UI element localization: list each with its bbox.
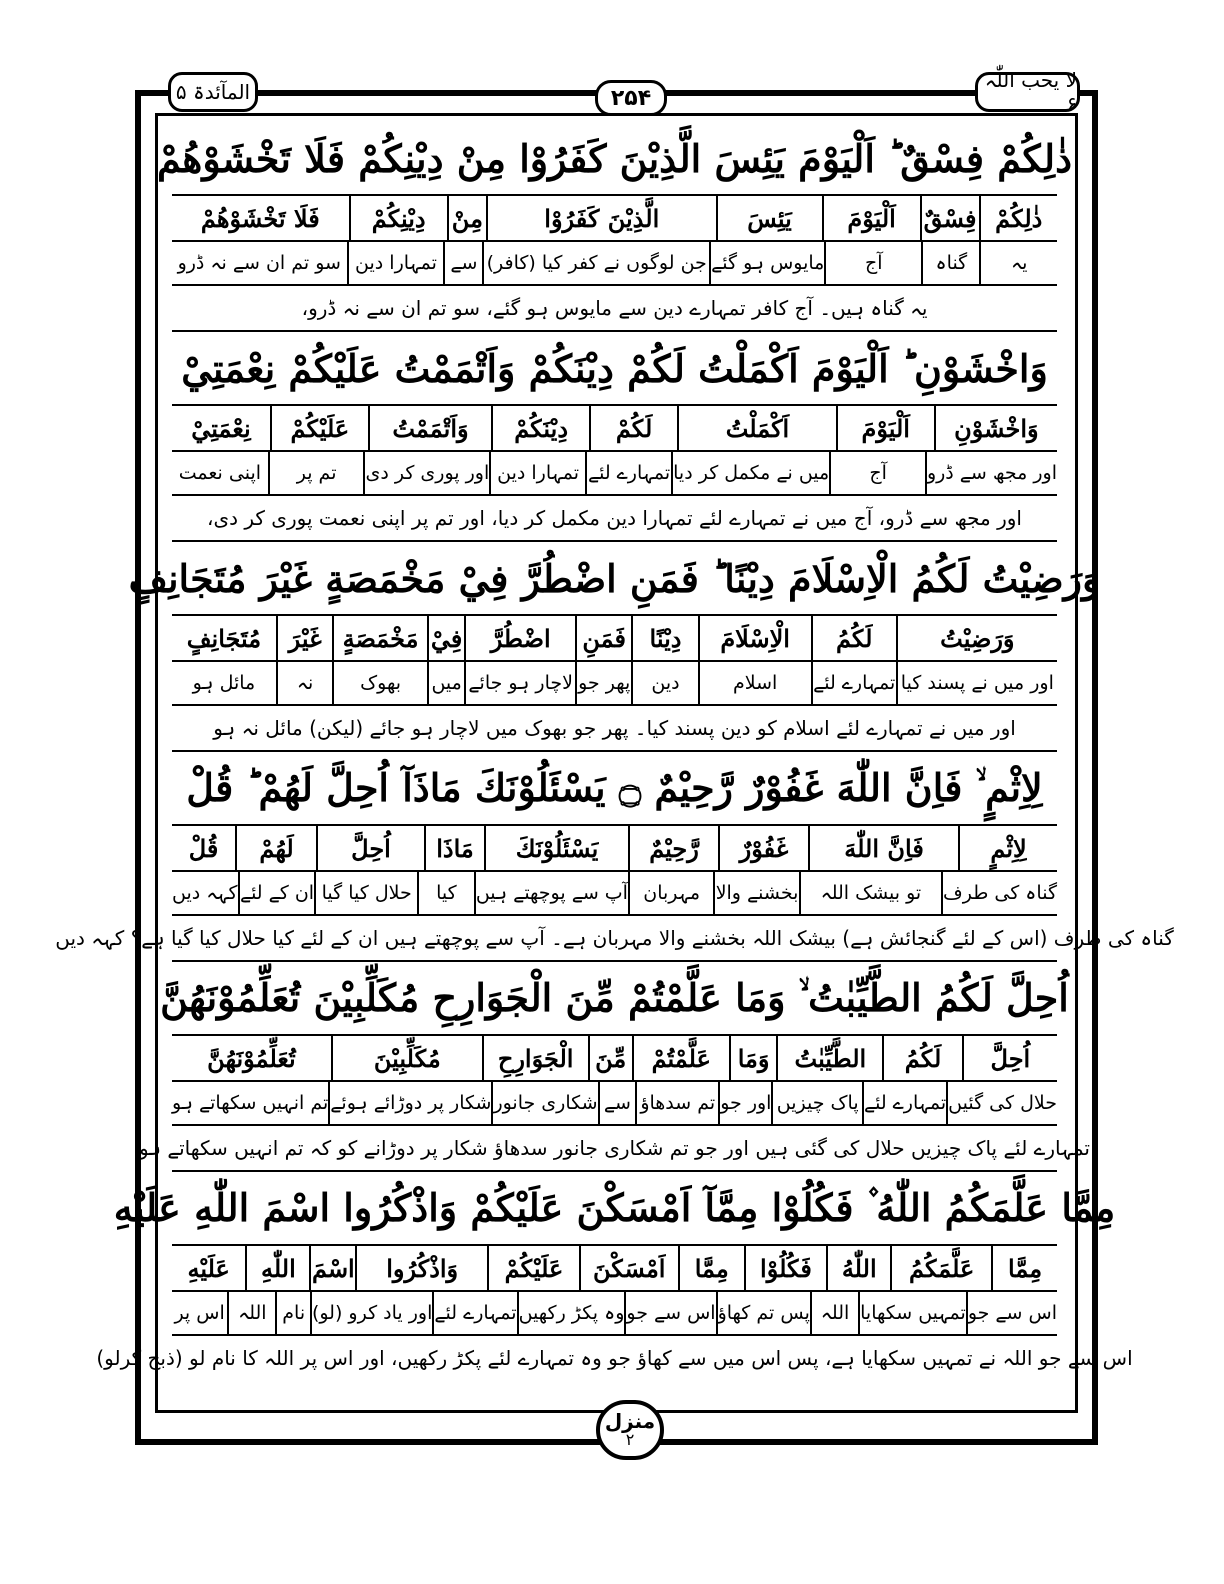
meaning-row — [172, 1292, 1057, 1336]
arabic-verse-line: لِاِثْمٍ ۙ فَاِنَّ اللّٰهَ غَفُوْرٌ رَّحِيْمٌ ۝ يَسْئَلُوْنَكَ مَاذَآ اُحِلَّ لَهُمْ ؕ قُلْ — [172, 752, 1057, 826]
arabic-word-cell: اُحِلَّ — [316, 826, 424, 870]
arabic-word-cell: مَخْمَصَةٍ — [332, 616, 426, 660]
urdu-meaning-cell: تمہارے لئے — [811, 662, 896, 704]
juz-name-label: لا یحب اللّٰہ ۶ — [975, 72, 1080, 112]
arabic-word-cell: تُعَلِّمُوْنَهُنَّ — [207, 1043, 296, 1073]
word-row — [172, 406, 1057, 452]
urdu-meaning-cell: تمہارا دین — [347, 242, 444, 284]
urdu-meaning-cell: تمہارے لئے — [432, 1292, 516, 1334]
arabic-word-cell: مَاذَا — [424, 826, 484, 870]
arabic-word-cell: اضْطُرَّ — [464, 616, 574, 660]
arabic-word-cell: اللّٰهُ — [826, 1246, 890, 1290]
urdu-meaning-cell: نام — [275, 1292, 309, 1334]
urdu-meaning-cell: اپنی نعمت — [178, 462, 262, 484]
urdu-meaning-cell: نہ — [276, 662, 333, 704]
urdu-meaning-cell: تم پر — [268, 452, 364, 494]
arabic-word-cell: لَكُمُ — [882, 1036, 961, 1080]
arabic-word-cell: فَمَنِ — [575, 616, 632, 660]
arabic-verse-line: ذٰلِكُمْ فِسْقٌ ؕ اَلْيَوْمَ يَئِسَ الَّذِيْنَ كَفَرُوْا مِنْ دِيْنِكُمْ فَلَا تَخْشَوْهُمْ — [172, 122, 1057, 196]
arabic-word-cell: وَرَضِيْتُ — [896, 616, 1057, 660]
urdu-meaning-cell: آج — [824, 242, 921, 284]
arabic-word-cell: عَلَيْهِ — [187, 1253, 230, 1283]
urdu-meaning-cell: دین — [631, 662, 697, 704]
urdu-translation-line: یہ گناہ ہیں۔ آج کافر تمہارے دین سے مایوس ہو گئے، سو تم ان سے نہ ڈرو، — [172, 286, 1057, 332]
word-row — [172, 826, 1057, 872]
arabic-word-cell: الطَّيِّبٰتُ — [776, 1036, 882, 1080]
arabic-word-cell: لَكُمُ — [811, 616, 896, 660]
urdu-meaning-cell: اسلام — [698, 662, 811, 704]
translation-content — [55, 122, 1174, 1380]
urdu-meaning-cell: اس سے جو — [966, 1292, 1057, 1334]
arabic-word-cell: وَاذْكُرُوا — [355, 1246, 487, 1290]
arabic-word-cell: اُحِلَّ — [962, 1036, 1057, 1080]
verse-section — [138, 962, 1090, 1172]
urdu-meaning-cell: شکاری جانور — [491, 1082, 597, 1124]
meaning-row — [172, 1082, 1057, 1126]
arabic-word-cell: عَلَّمَكُمُ — [890, 1246, 991, 1290]
urdu-meaning-cell: سے — [443, 242, 482, 284]
arabic-verse-line: مِمَّا عَلَّمَكُمُ اللّٰهُ ۫ فَكُلُوْا مِمَّآ اَمْسَكْنَ عَلَيْكُمْ وَاذْكُرُوا اسْمَ اللّٰهِ عَلَيْهِ — [172, 1172, 1057, 1246]
arabic-word-cell: اَمْسَكْنَ — [579, 1246, 678, 1290]
arabic-word-cell: فِسْقٌ — [920, 196, 979, 240]
arabic-word-cell: مِمَّا — [991, 1246, 1057, 1290]
urdu-meaning-cell: ان کے لئے — [238, 872, 315, 914]
urdu-meaning-cell: گناہ کی طرف — [941, 872, 1057, 914]
arabic-word-cell: اَكْمَلْتُ — [677, 406, 836, 450]
urdu-meaning-cell: کیا — [417, 872, 474, 914]
arabic-verse-line: وَرَضِيْتُ لَكُمُ الْاِسْلَامَ دِيْنًا ؕ فَمَنِ اضْطُرَّ فِيْ مَخْمَصَةٍ غَيْرَ مُتَجَانِفٍ — [172, 542, 1057, 616]
arabic-word-cell: فَاِنَّ اللّٰهَ — [808, 826, 958, 870]
manzil-marker — [596, 1400, 664, 1460]
word-row — [172, 1246, 1057, 1292]
arabic-word-cell: اَلْيَوْمَ — [836, 406, 934, 450]
arabic-word-cell: فَكُلُوْا — [744, 1246, 826, 1290]
manzil-label: منزل — [604, 1409, 656, 1434]
urdu-meaning-cell: وہ پکڑ رکھیں — [517, 1292, 625, 1334]
urdu-meaning-cell: اللہ — [810, 1292, 858, 1334]
meaning-row — [172, 452, 1057, 496]
verse-section — [156, 122, 1073, 332]
arabic-word-cell: اسْمَ — [309, 1246, 355, 1290]
urdu-translation-line: گناہ کی طرف (اس کے لئے گنجائش ہے) بیشک اللہ بخشنے والا مہربان ہے۔ آپ سے پوچھتے ہیں ان کے لئے کیا حلال کیا گیا ہے؟ کہہ دیں — [172, 916, 1057, 962]
verse-section — [96, 1172, 1133, 1380]
urdu-meaning-cell: مائل ہو — [192, 672, 256, 694]
urdu-meaning-cell: بھوک — [332, 662, 426, 704]
arabic-word-cell: دِيْنَكُمْ — [491, 406, 589, 450]
arabic-word-cell: الْجَوَارِحِ — [482, 1036, 588, 1080]
arabic-word-cell: رَّحِيْمٌ — [628, 826, 718, 870]
urdu-meaning-cell: بخشنے والا — [713, 872, 798, 914]
arabic-word-cell: لِاِثْمٍ — [958, 826, 1057, 870]
arabic-word-cell: اَلْيَوْمَ — [822, 196, 920, 240]
arabic-word-cell: غَفُوْرٌ — [718, 826, 808, 870]
urdu-meaning-cell: اس سے جو — [624, 1292, 715, 1334]
arabic-word-cell: فِيْ — [427, 616, 465, 660]
urdu-meaning-cell: مہربان — [628, 872, 713, 914]
arabic-verse-line: وَاخْشَوْنِ ؕ اَلْيَوْمَ اَكْمَلْتُ لَكُمْ دِيْنَكُمْ وَاَتْمَمْتُ عَلَيْكُمْ نِعْمَتِيْ — [172, 332, 1057, 406]
verse-section — [128, 542, 1101, 752]
arabic-word-cell: نِعْمَتِيْ — [191, 413, 251, 443]
arabic-word-cell: مُكَلِّبِيْنَ — [331, 1036, 482, 1080]
urdu-meaning-cell: اور یاد کرو (لو) — [310, 1292, 432, 1334]
arabic-word-cell: ذٰلِكُمْ — [979, 196, 1057, 240]
meaning-row — [172, 872, 1057, 916]
urdu-meaning-cell: اور میں نے پسند کیا — [896, 662, 1057, 704]
meaning-row — [172, 662, 1057, 706]
verse-section — [55, 752, 1174, 962]
arabic-word-cell: عَلَّمْتُمْ — [632, 1036, 729, 1080]
urdu-meaning-cell: میں — [427, 662, 465, 704]
urdu-meaning-cell: اللہ — [227, 1292, 275, 1334]
arabic-word-cell: غَيْرَ — [276, 616, 333, 660]
arabic-word-cell: مِنْ — [447, 196, 486, 240]
urdu-meaning-cell: اس پر — [174, 1302, 225, 1324]
urdu-translation-line: اور میں نے تمہارے لئے اسلام کو دین پسند کیا۔ پھر جو بھوک میں لاچار ہو جائے (لیکن) مائل نہ ہو — [172, 706, 1057, 752]
urdu-meaning-cell: اور پوری کر دی — [363, 452, 489, 494]
urdu-meaning-cell: حلال کی گئیں — [946, 1082, 1057, 1124]
urdu-meaning-cell: مایوس ہو گئے — [709, 242, 824, 284]
arabic-word-cell: دِيْنًا — [631, 616, 697, 660]
urdu-meaning-cell: پس تم کھاؤ — [716, 1292, 810, 1334]
word-row — [172, 1036, 1057, 1082]
verse-section — [172, 332, 1057, 542]
urdu-meaning-cell: گناہ — [921, 242, 979, 284]
arabic-word-cell: وَمَا — [729, 1036, 777, 1080]
urdu-meaning-cell: کہہ دیں — [172, 882, 238, 904]
urdu-meaning-cell: تمہارے لئے — [862, 1082, 946, 1124]
arabic-word-cell: يَسْئَلُوْنَكَ — [484, 826, 628, 870]
arabic-verse-line: اُحِلَّ لَكُمُ الطَّيِّبٰتُ ۙ وَمَا عَلَّمْتُمْ مِّنَ الْجَوَارِحِ مُكَلِّبِيْنَ تُعَلِّمُوْنَهُنَّ — [172, 962, 1057, 1036]
arabic-word-cell: عَلَيْكُمْ — [487, 1246, 579, 1290]
urdu-meaning-cell: اور مجھ سے ڈرو — [925, 452, 1057, 494]
urdu-meaning-cell: جن لوگوں نے کفر کیا (کافر) — [482, 242, 709, 284]
arabic-word-cell: فَلَا تَخْشَوْهُمْ — [200, 203, 320, 233]
urdu-translation-line: اور مجھ سے ڈرو، آج میں نے تمہارے لئے تمہارا دین مکمل کر دیا، اور تم پر اپنی نعمت پوری کر دی، — [172, 496, 1057, 542]
urdu-meaning-cell: پاک چیزیں — [771, 1082, 862, 1124]
urdu-meaning-cell: شکار پر دوڑائے ہوئے — [328, 1082, 491, 1124]
urdu-meaning-cell: پھر جو — [575, 662, 632, 704]
page-number: ۲۵۴ — [595, 80, 667, 116]
meaning-row — [172, 242, 1057, 286]
arabic-word-cell: لَهُمْ — [235, 826, 316, 870]
arabic-word-cell: لَكُمْ — [589, 406, 677, 450]
urdu-meaning-cell: تم سدھاؤ — [635, 1082, 718, 1124]
arabic-word-cell: مِّنَ — [588, 1036, 632, 1080]
urdu-meaning-cell: آپ سے پوچھتے ہیں — [474, 872, 628, 914]
arabic-word-cell: قُلْ — [188, 833, 219, 863]
word-row — [172, 196, 1057, 242]
surah-name-label: المآئدۃ ۵ — [168, 72, 258, 112]
urdu-meaning-cell: اور جو — [718, 1082, 771, 1124]
urdu-meaning-cell: تو بیشک اللہ — [799, 872, 941, 914]
urdu-translation-line: اس سے جو اللہ نے تمہیں سکھایا ہے، پس اس میں سے کھاؤ جو وہ تمہارے لئے پکڑ رکھیں، اور اس پر اللہ کا نام لو (ذبح کرلو) — [96, 1346, 1133, 1370]
arabic-word-cell: مِمَّا — [678, 1246, 744, 1290]
arabic-word-cell: وَاَتْمَمْتُ — [368, 406, 491, 450]
urdu-meaning-cell: لاچار ہو جائے — [464, 662, 574, 704]
arabic-word-cell: وَاخْشَوْنِ — [934, 406, 1057, 450]
urdu-meaning-cell: میں نے مکمل کر دیا — [671, 452, 829, 494]
arabic-word-cell: اللّٰهِ — [245, 1246, 309, 1290]
arabic-word-cell: الْاِسْلَامَ — [698, 616, 811, 660]
urdu-meaning-cell: آج — [829, 452, 925, 494]
arabic-word-cell: دِيْنِكُمْ — [349, 196, 447, 240]
urdu-meaning-cell: سے — [598, 1082, 636, 1124]
urdu-meaning-cell: یہ — [979, 242, 1057, 284]
word-row — [172, 616, 1057, 662]
urdu-translation-line: تمہارے لئے پاک چیزیں حلال کی گئی ہیں اور جو تم شکاری جانور سدھاؤ شکار پر دوڑانے کو کہ تم انہیں سکھاتے ہو — [172, 1126, 1057, 1172]
arabic-word-cell: مُتَجَانِفٍ — [186, 623, 262, 653]
urdu-meaning-cell: تم انہیں سکھاتے ہو — [172, 1092, 329, 1114]
arabic-word-cell: الَّذِيْنَ كَفَرُوْا — [486, 196, 716, 240]
urdu-meaning-cell: تمہارے لئے — [585, 452, 671, 494]
arabic-word-cell: يَئِسَ — [716, 196, 822, 240]
urdu-meaning-cell: سو تم ان سے نہ ڈرو — [177, 252, 341, 274]
urdu-meaning-cell: تمہارا دین — [489, 452, 585, 494]
arabic-word-cell: عَلَيْكُمْ — [270, 406, 368, 450]
urdu-meaning-cell: تمہیں سکھایا — [858, 1292, 966, 1334]
manzil-number: ۲ — [625, 1430, 635, 1450]
urdu-meaning-cell: حلال کیا گیا — [314, 872, 416, 914]
